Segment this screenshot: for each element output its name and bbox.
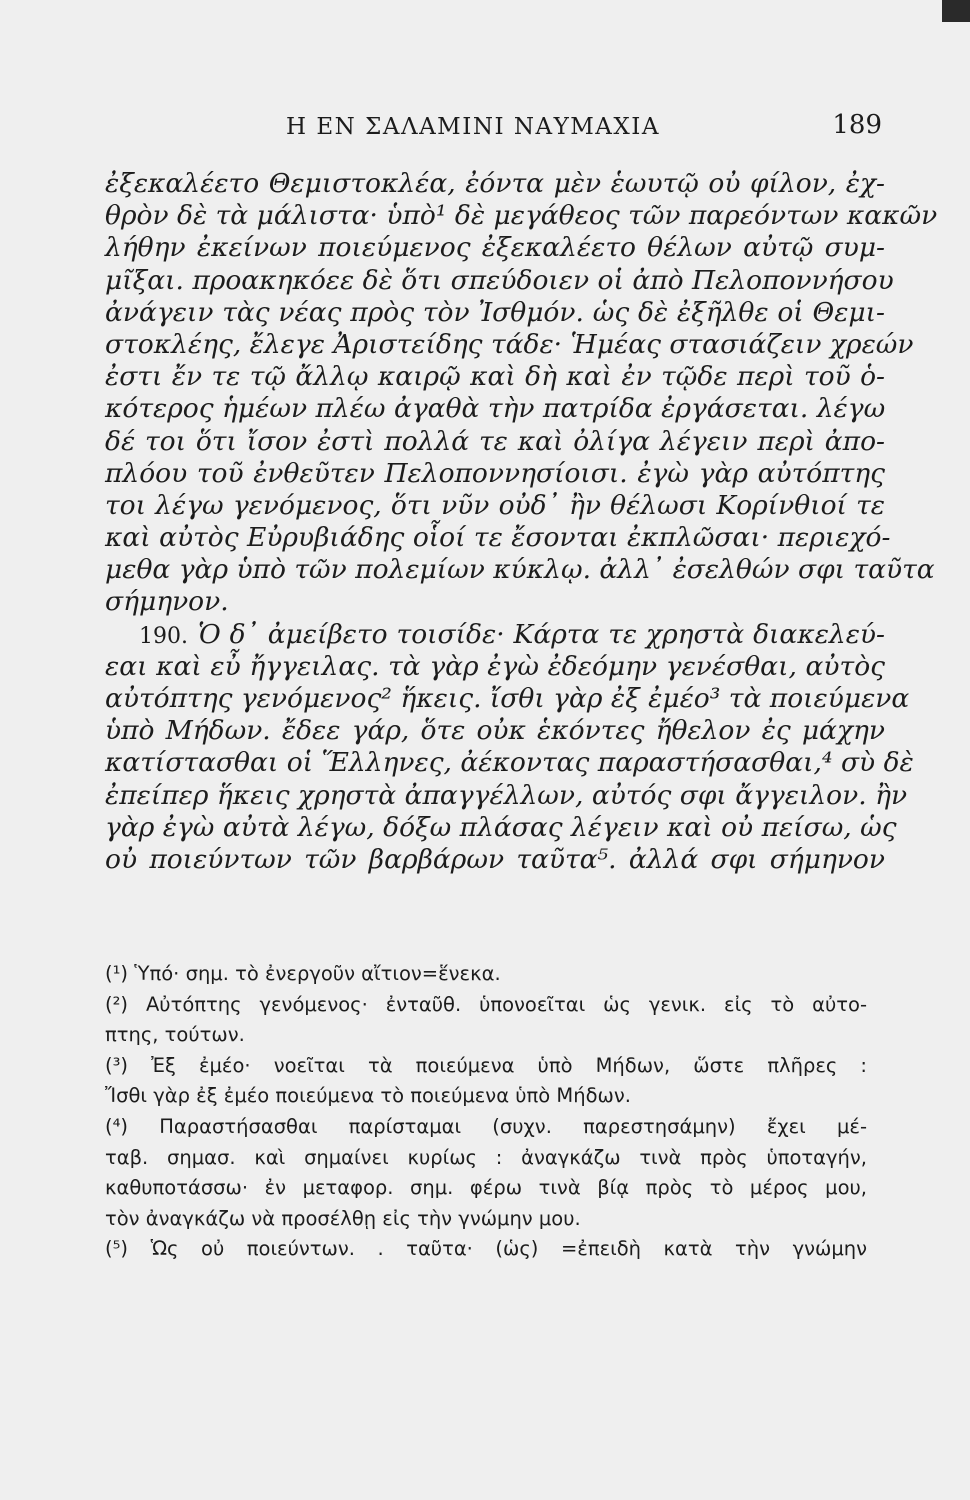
text-line: μῖξαι. προακηκόεε δὲ ὅτι σπεύδοιεν οἱ ἀπὸ Πελοποννήσου [105, 264, 894, 296]
footnote-3: (³) Ἐξ ἐμέο· νοεῖται τὰ ποιεύμενα ὑπὸ Μήδων, ὥστε πλῆρες : [105, 1053, 867, 1077]
text-line: αὐτόπτης γενόμενος² ἥκεις. ἴσθι γὰρ ἐξ ἐμέο³ τὰ ποιεύμενα [105, 683, 910, 714]
text-line: εαι καὶ εὖ ἤγγειλας. τὰ γὰρ ἐγὼ ἐδεόμην γενέσθαι, αὐτὸς [105, 650, 885, 682]
footnote-2: (²) Αὐτόπτης γενόμενος· ἐνταῦθ. ὑπονοεῖται ὡς γενικ. εἰς τὸ αὐτο- [105, 992, 867, 1016]
text-line: τοι λέγω γενόμενος, ὅτι νῦν οὐδ᾽ ἢν θέλωσι Κορίνθιοί τε [105, 489, 885, 521]
section-first-line [105, 619, 885, 651]
footnotes [105, 959, 867, 1265]
text-line: λήθην ἐκείνων ποιεύμενος ἐξεκαλέετο θέλων αὐτῷ συμ- [105, 232, 885, 264]
footnote-2-cont: πτης, τούτων. [105, 1023, 245, 1047]
page-number: 189 [832, 110, 882, 140]
running-title: Η ΕΝ ΣΑΛΑΜΙΝΙ ΝΑΥΜΑΧΙΑ [286, 114, 660, 140]
text-line: κατίστασθαι οἱ Ἕλληνες, ἀέκοντας παραστήσασθαι,⁴ σὺ δὲ [105, 747, 914, 779]
footnote-4-cont: ταβ. σημασ. καὶ σημαίνει κυρίως : ἀναγκάζω τινὰ πρὸς ὑποταγήν, [105, 1145, 867, 1169]
section-line-text: Ὁ δ᾽ ἀμείβετο τοισίδε· Κάρτα τε χρηστὰ διακελεύ- [197, 618, 885, 650]
text-line: καὶ αὐτὸς Εὐρυβιάδης οἷοί τε ἔσονται ἐκπλῶσαι· περιεχό- [105, 522, 891, 554]
text-line: σήμηνον. [105, 586, 229, 618]
text-line: ἀνάγειν τὰς νέας πρὸς τὸν Ἰσθμόν. ὡς δὲ ἐξῆλθε οἱ Θεμι- [105, 296, 885, 328]
text-line: ἐξεκαλέετο Θεμιστοκλέα, ἐόντα μὲν ἑωυτῷ οὐ φίλον, ἐχ- [105, 168, 885, 199]
text-line: ὑπὸ Μήδων. ἔδεε γάρ, ὅτε οὐκ ἑκόντες ἤθελον ἐς μάχην [105, 715, 885, 747]
footnote-5: (⁵) Ὡς οὐ ποιεύντων. . ταῦτα· (ὡς) =ἐπειδὴ κατὰ τὴν γνώμην [105, 1237, 867, 1261]
running-header [100, 110, 880, 150]
text-line: πλόου τοῦ ἐνθεῦτεν Πελοποννησίοισι. ἐγὼ γὰρ αὐτόπτης [105, 457, 885, 489]
text-line: στοκλέης, ἔλεγε Ἀριστείδης τάδε· Ἡμέας στασιάζειν χρεών [105, 328, 914, 360]
footnote-3-cont: Ἴσθι γὰρ ἐξ ἐμέο ποιεύμενα τὸ ποιεύμενα ὑπὸ Μήδων. [105, 1084, 631, 1108]
main-text [105, 168, 938, 876]
text-line: μεθα γὰρ ὑπὸ τῶν πολεμίων κύκλῳ. ἀλλ᾽ ἐσελθών σφι ταῦτα [105, 554, 935, 586]
text-line: κότερος ἡμέων πλέω ἀγαθὰ τὴν πατρίδα ἐργάσεται. λέγω [105, 393, 886, 425]
text-line: δέ τοι ὅτι ἴσον ἐστὶ πολλά τε καὶ ὀλίγα λέγειν περὶ ἀπο- [105, 425, 885, 457]
text-line: θρὸν δὲ τὰ μάλιστα· ὑπὸ¹ δὲ μεγάθεος τῶν παρεόντων κακῶν [105, 200, 938, 232]
section-number: 190. [139, 623, 188, 649]
footnote-4-cont: τὸν ἀναγκάζω νὰ προσέλθῃ εἰς τὴν γνώμην μου. [105, 1206, 581, 1230]
footnote-4-cont: καθυποτάσσω· ἐν μεταφορ. σημ. φέρω τινὰ βίᾳ πρὸς τὸ μέρος μου, [105, 1176, 867, 1200]
text-line: ἐπείπερ ἥκεις χρηστὰ ἀπαγγέλλων, αὐτός σφι ἄγγειλον. ἢν [105, 779, 908, 811]
footnote-1: (¹) Ὑπό· σημ. τὸ ἐνεργοῦν αἴτιον=ἕνεκα. [105, 962, 501, 985]
scan-edge-mark [942, 0, 970, 22]
footnote-4: (⁴) Παραστήσασθαι παρίσταμαι (συχν. παρεστησάμην) ἔχει μέ- [105, 1114, 867, 1138]
text-line: ἐστι ἔν τε τῷ ἄλλῳ καιρῷ καὶ δὴ καὶ ἐν τῷδε περὶ τοῦ ὁ- [105, 361, 885, 393]
text-line: γὰρ ἐγὼ αὐτὰ λέγω, δόξω πλάσας λέγειν καὶ οὐ πείσω, ὡς [105, 811, 897, 843]
text-line: οὐ ποιεύντων τῶν βαρβάρων ταῦτα⁵. ἀλλά σφι σήμηνον [105, 843, 885, 875]
